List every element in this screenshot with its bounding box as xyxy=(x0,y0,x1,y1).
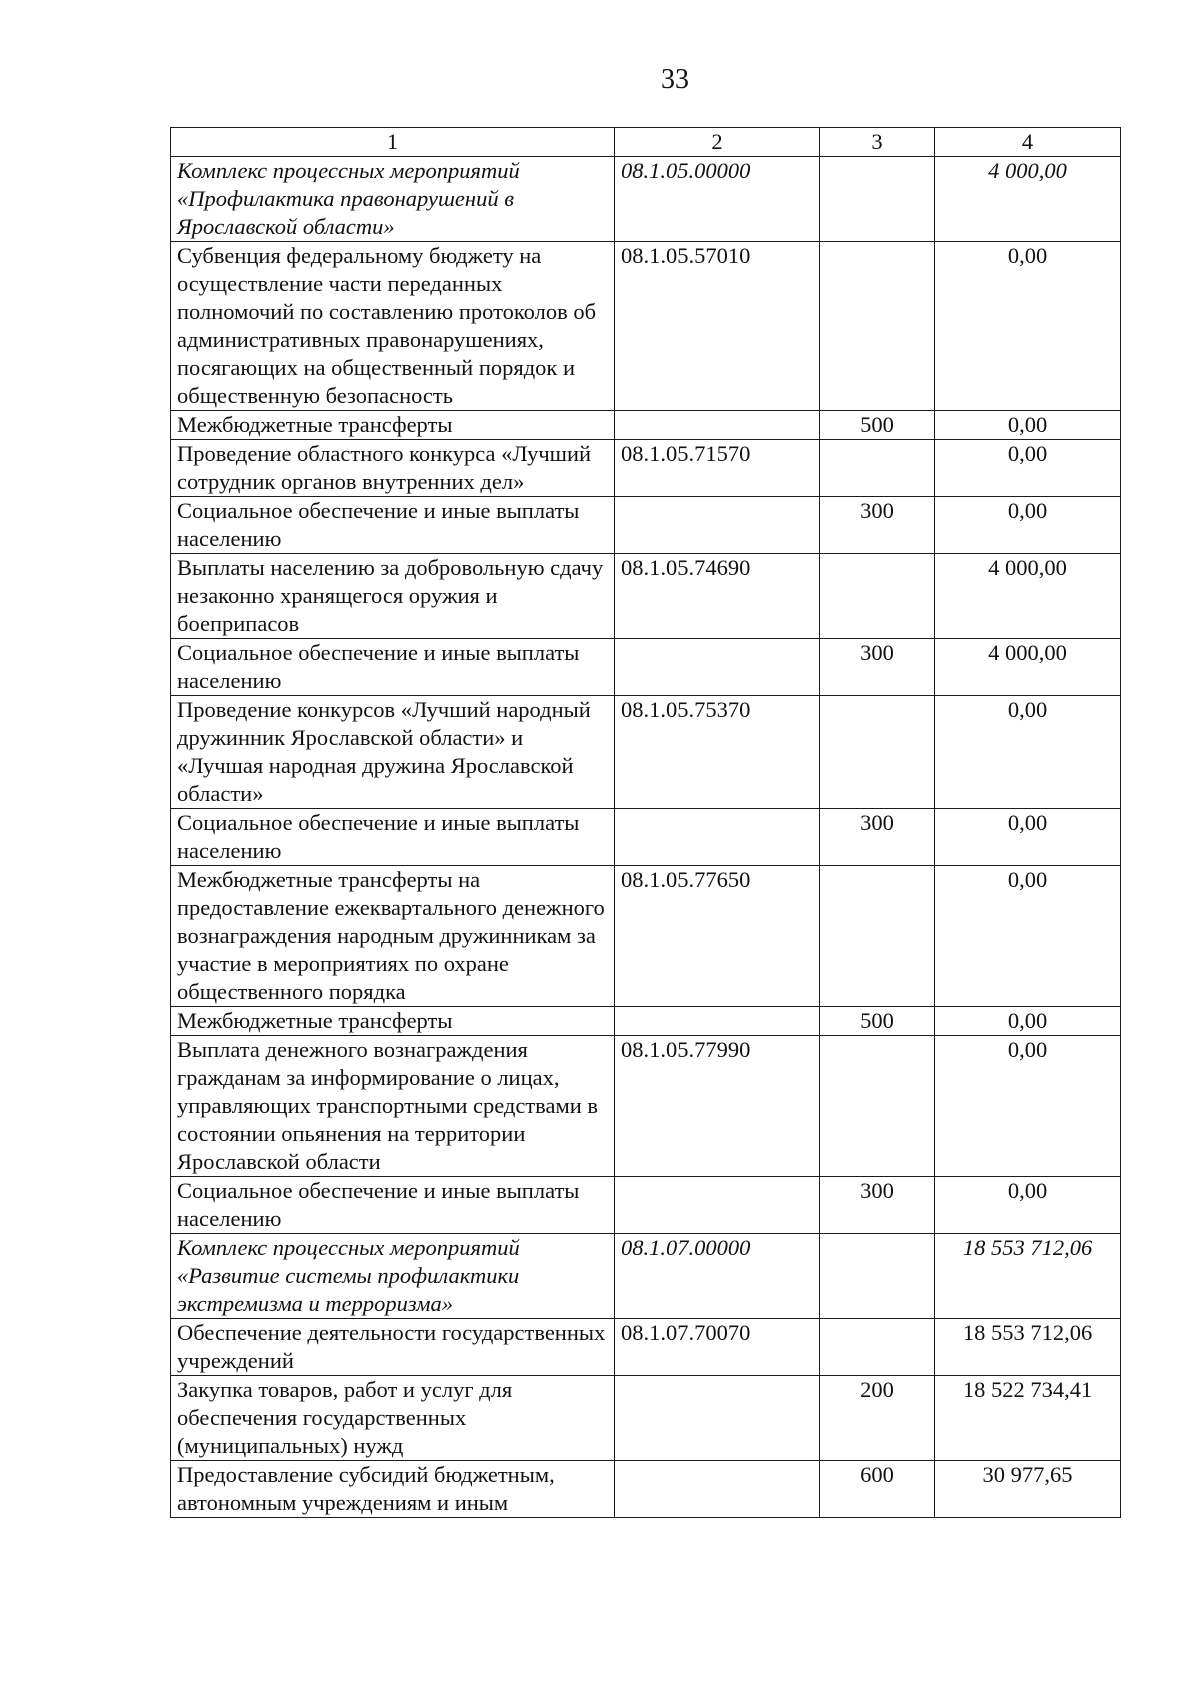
row-expense-type-cell xyxy=(820,242,935,411)
row-name-cell: Обеспечение деятельности государственных учреждений xyxy=(171,1319,615,1376)
row-amount-cell: 0,00 xyxy=(935,1036,1121,1177)
row-amount-cell: 0,00 xyxy=(935,1007,1121,1036)
row-name-cell: Проведение областного конкурса «Лучший сотрудник органов внутренних дел» xyxy=(171,440,615,497)
row-expense-type-cell xyxy=(820,440,935,497)
row-code-cell: 08.1.07.00000 xyxy=(615,1234,820,1319)
column-header: 3 xyxy=(820,128,935,157)
table-section-row xyxy=(171,157,1121,242)
row-expense-type-cell: 300 xyxy=(820,497,935,554)
row-expense-type-cell: 300 xyxy=(820,639,935,696)
row-expense-type-cell: 200 xyxy=(820,1376,935,1461)
row-name-cell: Межбюджетные трансферты на предоставление ежеквартального денежного вознаграждения народным дружинникам за участие в мероприятиях по охране общественного порядка xyxy=(171,866,615,1007)
table-row xyxy=(171,1036,1121,1177)
row-name-cell: Закупка товаров, работ и услуг для обеспечения государственных (муниципальных) нужд xyxy=(171,1376,615,1461)
row-amount-cell: 0,00 xyxy=(935,497,1121,554)
row-amount-cell: 0,00 xyxy=(935,242,1121,411)
table-section-row xyxy=(171,1234,1121,1319)
row-code-cell: 08.1.05.77650 xyxy=(615,866,820,1007)
row-name-cell: Социальное обеспечение и иные выплаты населению xyxy=(171,1177,615,1234)
table-row xyxy=(171,866,1121,1007)
budget-table xyxy=(170,127,1121,1518)
row-amount-cell: 0,00 xyxy=(935,866,1121,1007)
row-code-cell: 08.1.05.74690 xyxy=(615,554,820,639)
row-code-cell xyxy=(615,1461,820,1518)
row-code-cell: 08.1.05.75370 xyxy=(615,696,820,809)
row-code-cell: 08.1.05.57010 xyxy=(615,242,820,411)
table-row xyxy=(171,1007,1121,1036)
row-code-cell: 08.1.05.71570 xyxy=(615,440,820,497)
page-number: 33 xyxy=(661,64,689,95)
row-expense-type-cell xyxy=(820,157,935,242)
row-code-cell xyxy=(615,639,820,696)
row-expense-type-cell: 600 xyxy=(820,1461,935,1518)
column-header: 4 xyxy=(935,128,1121,157)
table-row xyxy=(171,809,1121,866)
table-row xyxy=(171,497,1121,554)
row-amount-cell: 0,00 xyxy=(935,440,1121,497)
table-row xyxy=(171,440,1121,497)
row-name-cell: Межбюджетные трансферты xyxy=(171,1007,615,1036)
row-code-cell xyxy=(615,411,820,440)
row-expense-type-cell xyxy=(820,1036,935,1177)
row-amount-cell: 0,00 xyxy=(935,809,1121,866)
row-amount-cell: 0,00 xyxy=(935,696,1121,809)
table-row xyxy=(171,639,1121,696)
row-code-cell: 08.1.05.00000 xyxy=(615,157,820,242)
row-name-cell: Предоставление субсидий бюджетным, автономным учреждениям и иным xyxy=(171,1461,615,1518)
table-row xyxy=(171,554,1121,639)
row-expense-type-cell: 500 xyxy=(820,1007,935,1036)
row-amount-cell: 30 977,65 xyxy=(935,1461,1121,1518)
row-name-cell: Субвенция федеральному бюджету на осуществление части переданных полномочий по составлению протоколов об административных правонарушениях, посягающих на общественный порядок и общественную безопасность xyxy=(171,242,615,411)
row-name-cell: Социальное обеспечение и иные выплаты населению xyxy=(171,497,615,554)
table-row xyxy=(171,1461,1121,1518)
table-row xyxy=(171,411,1121,440)
row-expense-type-cell xyxy=(820,866,935,1007)
row-name-cell: Выплата денежного вознаграждения гражданам за информирование о лицах, управляющих транспортными средствами в состоянии опьянения на территории Ярославской области xyxy=(171,1036,615,1177)
row-name-cell: Комплекс процессных мероприятий «Развитие системы профилактики экстремизма и терроризма» xyxy=(171,1234,615,1319)
row-name-cell: Социальное обеспечение и иные выплаты населению xyxy=(171,809,615,866)
row-name-cell: Комплекс процессных мероприятий «Профилактика правонарушений в Ярославской области» xyxy=(171,157,615,242)
row-name-cell: Проведение конкурсов «Лучший народный дружинник Ярославской области» и «Лучшая народная дружина Ярославской области» xyxy=(171,696,615,809)
row-name-cell: Социальное обеспечение и иные выплаты населению xyxy=(171,639,615,696)
row-code-cell xyxy=(615,1177,820,1234)
row-code-cell xyxy=(615,1376,820,1461)
row-code-cell: 08.1.07.70070 xyxy=(615,1319,820,1376)
row-expense-type-cell xyxy=(820,696,935,809)
table-row xyxy=(171,1376,1121,1461)
row-code-cell: 08.1.05.77990 xyxy=(615,1036,820,1177)
table-row xyxy=(171,696,1121,809)
table-row xyxy=(171,242,1121,411)
table-row xyxy=(171,1319,1121,1376)
row-expense-type-cell xyxy=(820,1234,935,1319)
row-name-cell: Выплаты населению за добровольную сдачу незаконно хранящегося оружия и боеприпасов xyxy=(171,554,615,639)
column-header: 2 xyxy=(615,128,820,157)
row-amount-cell: 0,00 xyxy=(935,1177,1121,1234)
row-amount-cell: 18 553 712,06 xyxy=(935,1234,1121,1319)
row-amount-cell: 4 000,00 xyxy=(935,157,1121,242)
row-amount-cell: 4 000,00 xyxy=(935,554,1121,639)
row-expense-type-cell: 300 xyxy=(820,1177,935,1234)
table-row xyxy=(171,1177,1121,1234)
row-amount-cell: 4 000,00 xyxy=(935,639,1121,696)
column-header: 1 xyxy=(171,128,615,157)
table-header-row xyxy=(171,128,1121,157)
row-expense-type-cell xyxy=(820,1319,935,1376)
row-code-cell xyxy=(615,497,820,554)
row-name-cell: Межбюджетные трансферты xyxy=(171,411,615,440)
row-code-cell xyxy=(615,809,820,866)
row-amount-cell: 18 553 712,06 xyxy=(935,1319,1121,1376)
row-code-cell xyxy=(615,1007,820,1036)
row-expense-type-cell: 500 xyxy=(820,411,935,440)
row-expense-type-cell: 300 xyxy=(820,809,935,866)
row-amount-cell: 0,00 xyxy=(935,411,1121,440)
row-expense-type-cell xyxy=(820,554,935,639)
row-amount-cell: 18 522 734,41 xyxy=(935,1376,1121,1461)
